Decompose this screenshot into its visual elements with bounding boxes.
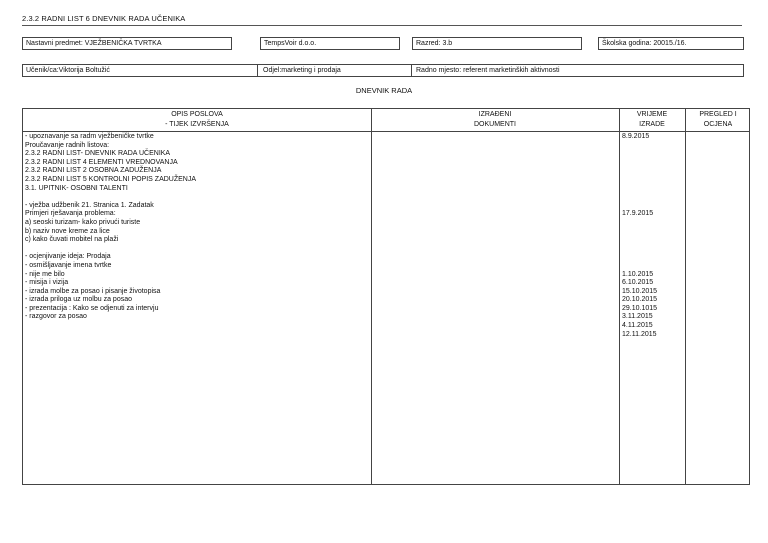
date-row: 20.10.2015 xyxy=(622,296,658,304)
date-row xyxy=(622,185,692,194)
activity-row: - nije me bilo xyxy=(25,270,65,278)
date-row xyxy=(622,159,692,168)
date-row: 15.10.2015 xyxy=(622,287,658,295)
date-row xyxy=(622,176,692,185)
class-text: Razred: 3.b xyxy=(416,40,453,47)
activity-row xyxy=(25,193,405,202)
workplace-text: Radno mjesto: referent marketinških aktivnosti xyxy=(416,67,560,74)
activity-row: 3.1. UPITNIK- OSOBNI TALENTI xyxy=(25,184,128,192)
date-row xyxy=(622,167,692,176)
column-divider-2 xyxy=(619,109,620,484)
date-row: 17.9.2015 xyxy=(622,210,654,218)
header-documents-line2: DOKUMENTI xyxy=(474,120,516,128)
header-description-line1: OPIS POSLOVA xyxy=(171,111,223,118)
activity-row: 2.3.2 RADNI LIST 2 OSOBNA ZADUŽENJA xyxy=(25,167,162,175)
document-title: 2.3.2 RADNI LIST 6 DNEVNIK RADA UČENIKA xyxy=(22,14,186,23)
date-row: 8.9.2015 xyxy=(622,133,650,140)
student-text: Učenik/ca:Viktorija Boltužić xyxy=(26,67,110,74)
department-text: Odjel:marketing i prodaja xyxy=(263,67,341,74)
date-row xyxy=(622,150,692,159)
activity-row: a) seoski turizam- kako privući turiste xyxy=(25,218,141,226)
activity-row: Proučavanje radnih listova: xyxy=(25,141,110,149)
date-row xyxy=(622,142,692,151)
activity-row: c) kako čuvati mobitel na plaži xyxy=(25,236,119,244)
activity-row: - vježba udžbenik 21. Stranica 1. Zadatak xyxy=(25,201,154,209)
title-rule xyxy=(22,25,742,26)
header-time xyxy=(619,110,685,129)
row2-divider-1 xyxy=(257,65,258,76)
class-field xyxy=(412,37,582,50)
date-row: 1.10.2015 xyxy=(622,270,654,278)
date-list xyxy=(622,133,692,339)
header-description xyxy=(23,110,371,129)
header-rule xyxy=(23,131,749,132)
activity-row: - upoznavanje sa radm vježbeničke tvrtke xyxy=(25,133,154,140)
header-documents xyxy=(371,110,619,129)
company-field xyxy=(260,37,400,50)
date-row: 12.11.2015 xyxy=(622,330,657,338)
date-row xyxy=(622,202,692,211)
activity-row: 2.3.2 RADNI LIST 4 ELEMENTI VREDNOVANJA xyxy=(25,158,178,166)
work-diary-table xyxy=(22,108,750,485)
activity-row: Primjeri rješavanja problema: xyxy=(25,210,116,218)
school-year-text: Školska godina: 20015./16. xyxy=(602,40,687,47)
header-review xyxy=(685,110,751,129)
subject-field xyxy=(22,37,232,50)
activity-row: - prezentacija : Kako se odjenuti za intervju xyxy=(25,304,159,312)
date-row: 3.11.2015 xyxy=(622,313,653,321)
date-row xyxy=(622,236,692,245)
date-row xyxy=(622,228,692,237)
date-row xyxy=(622,262,692,271)
activity-row: - misija i vizija xyxy=(25,279,69,287)
activity-row: 2.3.2 RADNI LIST- DNEVNIK RADA UČENIKA xyxy=(25,150,171,158)
activity-list xyxy=(25,133,405,322)
date-row xyxy=(622,219,692,228)
row2-divider-2 xyxy=(411,65,412,76)
activity-row: - ocjenjivanje ideja: Prodaja xyxy=(25,253,111,261)
subject-text: Nastavni predmet: VJEŽBENIČKA TVRTKA xyxy=(26,40,162,47)
activity-row: - osmišljavanje imena tvrtke xyxy=(25,261,112,269)
date-row: 4.11.2015 xyxy=(622,322,653,330)
header-documents-line1: IZRAĐENI xyxy=(478,111,512,118)
info-row-2 xyxy=(22,64,744,77)
date-row xyxy=(622,253,692,262)
activity-row: - izrada priloga uz molbu za posao xyxy=(25,296,133,304)
section-heading: DNEVNIK RADA xyxy=(355,86,413,95)
activity-row: b) naziv nove kreme za lice xyxy=(25,227,110,235)
company-text: TempsVoir d.o.o. xyxy=(264,40,317,47)
activity-row: 2.3.2 RADNI LIST 5 KONTROLNI POPIS ZADUŽENJA xyxy=(25,175,197,183)
activity-row: - izrada molbe za posao i pisanje životopisa xyxy=(25,287,161,295)
date-row xyxy=(622,245,692,254)
activity-row: - razgovor za posao xyxy=(25,313,87,321)
header-time-line2: IZRADE xyxy=(639,120,665,128)
date-row: 29.10.1015 xyxy=(622,304,658,312)
activity-row xyxy=(25,245,405,254)
header-description-line2: - TIJEK IZVRŠENJA xyxy=(165,120,229,128)
header-review-line1: PREGLED I xyxy=(699,111,737,118)
date-row: 6.10.2015 xyxy=(622,279,654,287)
header-review-line2: OCJENA xyxy=(703,120,733,128)
header-time-line1: VRIJEME xyxy=(636,111,668,118)
date-row xyxy=(622,193,692,202)
school-year-field xyxy=(598,37,744,50)
